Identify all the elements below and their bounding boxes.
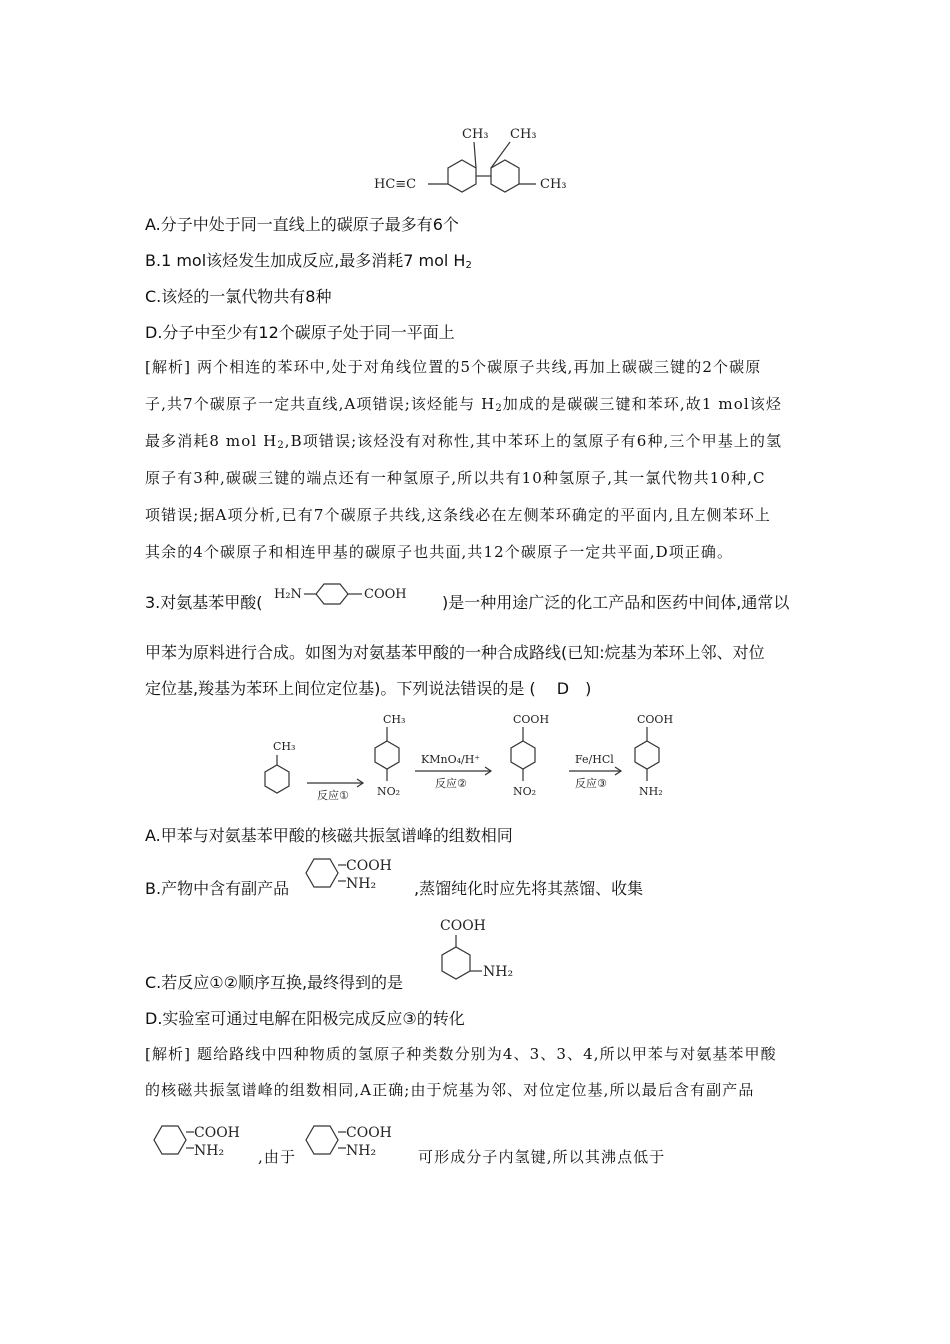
q3-option-b-pre: B.产物中含有副产品	[145, 879, 290, 898]
option-c: C.该烃的一氯代物共有8种	[145, 287, 332, 306]
q3-analysis-line: [解析] 题给路线中四种物质的氢原子种类数分别为4、3、3、4,所以甲苯与对氨基苯甲酸	[145, 1045, 777, 1063]
subscript: 2	[495, 403, 503, 414]
q3-analysis-line: 的核磁共振氢谱峰的组数相同,A正确;由于烷基为邻、对位定位基,所以最后含有副产品	[145, 1081, 755, 1099]
option-d: D.分子中至少有12个碳原子处于同一平面上	[145, 323, 455, 342]
analysis-text: 最多消耗8 mol H	[145, 432, 278, 450]
cooh-label: COOH	[513, 713, 550, 726]
paba-structure	[272, 578, 442, 618]
synthesis-route-diagram	[255, 705, 695, 805]
q3-option-d: D.实验室可通过电解在阳极完成反应③的转化	[145, 1009, 465, 1028]
analysis-text: 子,共7个碳原子一定共直线,A项错误;该烃能与 H	[145, 395, 496, 413]
q3-option-a: A.甲苯与对氨基苯甲酸的核磁共振氢谱峰的组数相同	[145, 826, 513, 845]
h2n-label: H₂N	[274, 587, 302, 602]
ch3-label: CH₃	[510, 127, 537, 142]
nh2-label: NH₂	[483, 964, 514, 980]
reaction-1-label: 反应①	[317, 789, 349, 802]
subscript: 2	[277, 440, 285, 451]
analysis-line	[145, 430, 782, 451]
analysis-text: ,B项错误;该烃没有对称性,其中苯环上的氢原子有6种,三个甲基上的氢	[284, 432, 783, 450]
anthranilic-acid-structure	[300, 855, 410, 897]
ch3-label: CH₃	[383, 713, 406, 726]
subscript: 2	[465, 260, 472, 271]
question-3-stem-line3: 定位基,羧基为苯环上间位定位基)。下列说法错误的是 ( D )	[145, 679, 592, 698]
option-b-text: B.1 mol该烃发生加成反应,最多消耗7 mol H	[145, 251, 466, 270]
analysis-line: 原子有3种,碳碳三键的端点还有一种氢原子,所以共有10种氢原子,其一氯代物共10种,C	[145, 469, 766, 487]
ch3-label: CH₃	[462, 127, 489, 142]
nh2-label: NH₂	[346, 876, 377, 892]
q3-option-b-post: ,蒸馏纯化时应先将其蒸馏、收集	[414, 879, 644, 898]
nh2-label: NH₂	[194, 1143, 225, 1159]
ch3-label: CH₃	[273, 740, 296, 753]
nh2-label: NH₂	[639, 785, 663, 798]
option-a: A.分子中处于同一直线上的碳原子最多有6个	[145, 215, 459, 234]
structure-diagram-hydrocarbon	[370, 120, 585, 200]
option-b	[145, 248, 472, 271]
cooh-label: COOH	[346, 1125, 392, 1141]
q3-analysis-text: ,由于	[258, 1148, 297, 1166]
analysis-line	[145, 393, 782, 414]
cooh-label: COOH	[364, 587, 407, 602]
analysis-line: 项错误;据A项分析,已有7个碳原子共线,这条线必在左侧苯环确定的平面内,且左侧苯环上	[145, 506, 771, 524]
cooh-label: COOH	[637, 713, 674, 726]
reaction-3-label: 反应③	[575, 777, 607, 790]
no2-label: NO₂	[377, 785, 401, 798]
cooh-label: COOH	[194, 1125, 240, 1141]
anthranilic-acid-structure	[300, 1122, 410, 1164]
no2-label: NO₂	[513, 785, 537, 798]
q3-analysis-text: 可形成分子内氢键,所以其沸点低于	[418, 1148, 666, 1166]
analysis-line: [解析] 两个相连的苯环中,处于对角线位置的5个碳原子共线,再加上碳碳三键的2个碳原	[145, 358, 762, 376]
reaction-2-label: 反应②	[435, 777, 467, 790]
analysis-text: 加成的是碳碳三键和苯环,故1 mol该烃	[502, 395, 782, 413]
question-3-stem-line2: 甲苯为原料进行合成。如图为对氨基苯甲酸的一种合成路线(已知:烷基为苯环上邻、对位	[145, 643, 765, 662]
q3-option-c: C.若反应①②顺序互换,最终得到的是	[145, 973, 404, 992]
cooh-label: COOH	[346, 858, 392, 874]
meta-aminobenzoic-acid-structure	[420, 915, 520, 995]
question-3-stem-a: 3.对氨基苯甲酸(	[145, 593, 263, 612]
cooh-label: COOH	[440, 918, 486, 934]
ch3-label: CH₃	[540, 177, 567, 192]
hc-triple-label: HC≡C	[374, 177, 417, 192]
analysis-line: 其余的4个碳原子和相连甲基的碳原子也共面,共12个碳原子一定共平面,D项正确。	[145, 543, 734, 561]
nh2-label: NH₂	[346, 1143, 377, 1159]
reagent-label: Fe/HCl	[575, 753, 614, 766]
reagent-label: KMnO₄/H⁺	[421, 753, 481, 766]
question-3-stem-b: )是一种用途广泛的化工产品和医药中间体,通常以	[442, 593, 790, 612]
anthranilic-acid-structure	[148, 1122, 258, 1164]
